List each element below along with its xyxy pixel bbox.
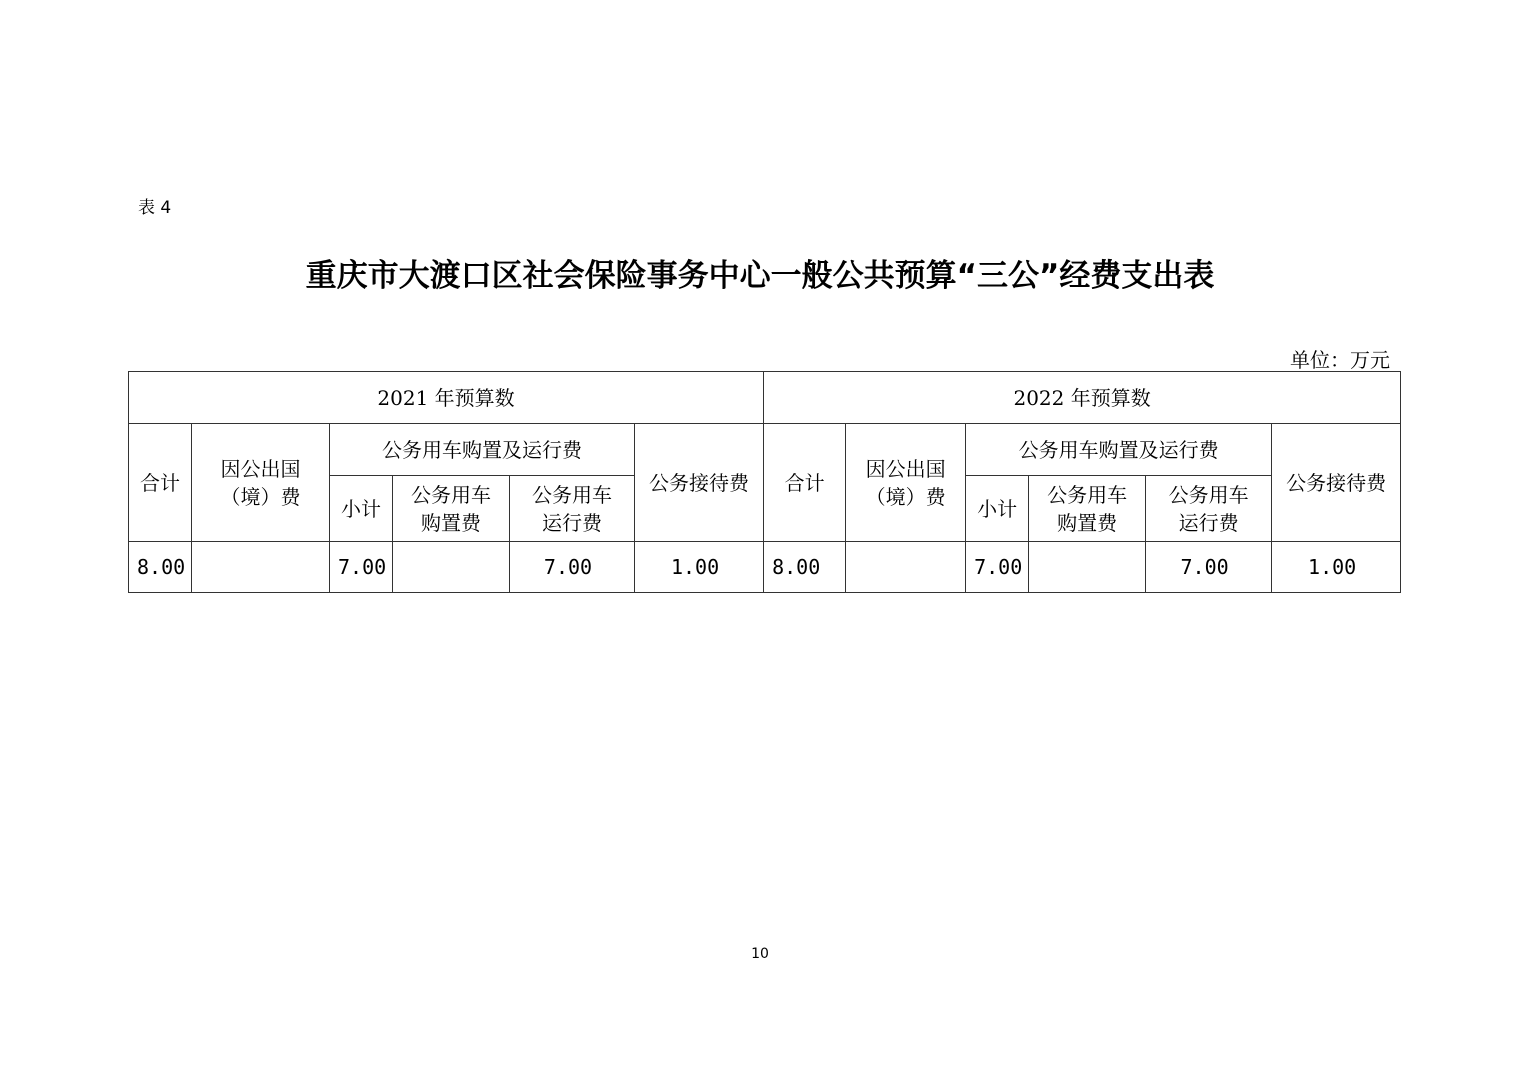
header-abroad-2021 <box>192 424 330 542</box>
value-total-2022: 8.00 <box>764 542 846 593</box>
header-vehicle-2022: 公务用车购置及运行费 <box>966 424 1272 476</box>
header-abroad-line2: （境）费 <box>220 484 301 509</box>
header-operation-2022 <box>1146 476 1272 542</box>
header-year-2022: 2022 年预算数 <box>764 372 1401 424</box>
header-purchase-line1: 公务用车 <box>411 482 491 507</box>
value-subtotal-2021: 7.00 <box>330 542 393 593</box>
value-purchase-2021 <box>393 542 510 593</box>
header-purchase-line1: 公务用车 <box>1047 482 1128 507</box>
header-row-years <box>129 372 1401 424</box>
header-operation-line2: 运行费 <box>1178 510 1239 535</box>
value-abroad-2021 <box>192 542 330 593</box>
header-vehicle-2021: 公务用车购置及运行费 <box>330 424 635 476</box>
header-reception-2021: 公务接待费 <box>635 424 764 542</box>
header-subtotal-2022: 小计 <box>966 476 1029 542</box>
data-row <box>129 542 1401 593</box>
value-abroad-2022 <box>846 542 966 593</box>
value-total-2021: 8.00 <box>129 542 192 593</box>
budget-table <box>128 371 1401 593</box>
value-reception-2021: 1.00 <box>635 542 764 593</box>
header-operation-line2: 运行费 <box>542 510 602 535</box>
header-abroad-2022 <box>846 424 966 542</box>
unit-label: 单位：万元 <box>1290 348 1390 372</box>
value-purchase-2022 <box>1029 542 1146 593</box>
table-number: 表 4 <box>138 198 172 218</box>
page-title: 重庆市大渡口区社会保险事务中心一般公共预算“三公”经费支出表 <box>305 258 1215 294</box>
value-operation-2022: 7.00 <box>1146 542 1272 593</box>
header-year-2021: 2021 年预算数 <box>129 372 764 424</box>
header-operation-2021 <box>510 476 635 542</box>
header-purchase-2021 <box>393 476 510 542</box>
header-operation-line1: 公务用车 <box>1168 482 1249 507</box>
header-row-categories <box>129 424 1401 476</box>
header-purchase-2022 <box>1029 476 1146 542</box>
header-purchase-line2: 购置费 <box>1057 510 1118 535</box>
header-total-2021: 合计 <box>129 424 192 542</box>
header-subtotal-2021: 小计 <box>330 476 393 542</box>
header-operation-line1: 公务用车 <box>532 482 612 507</box>
page-number: 10 <box>751 946 769 962</box>
header-total-2022: 合计 <box>764 424 846 542</box>
value-reception-2022: 1.00 <box>1272 542 1401 593</box>
header-abroad-line1: 因公出国 <box>220 456 301 481</box>
value-subtotal-2022: 7.00 <box>966 542 1029 593</box>
header-purchase-line2: 购置费 <box>421 510 481 535</box>
header-abroad-line2: （境）费 <box>865 484 946 509</box>
header-reception-2022: 公务接待费 <box>1272 424 1401 542</box>
value-operation-2021: 7.00 <box>510 542 635 593</box>
header-abroad-line1: 因公出国 <box>865 456 946 481</box>
